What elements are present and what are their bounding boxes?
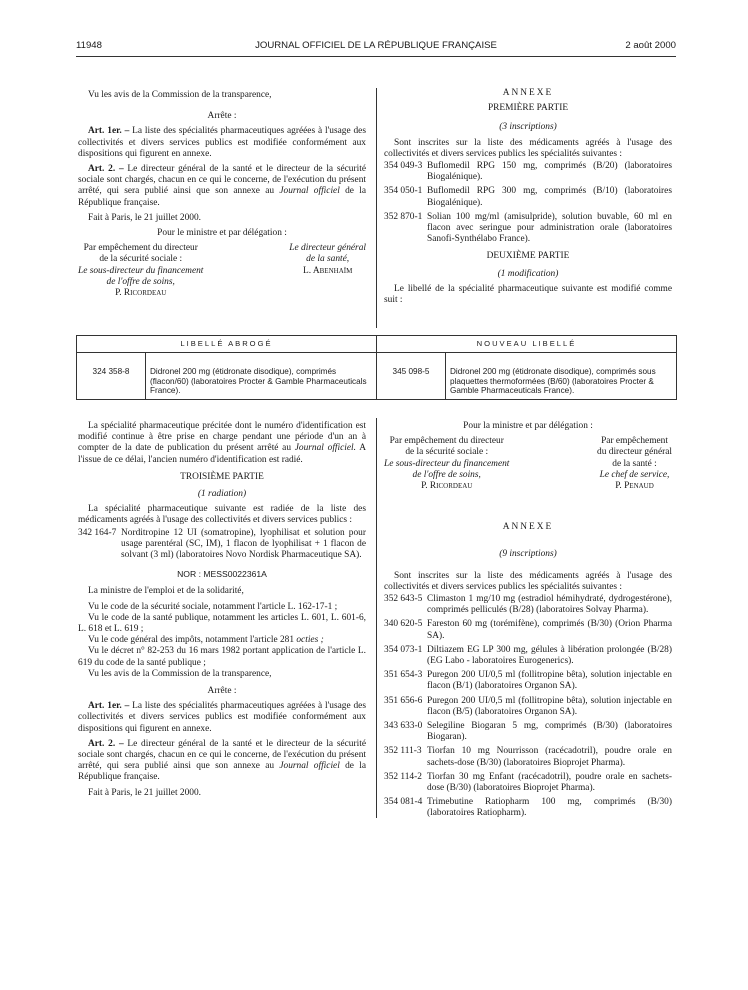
article-1-label: Art. 1er. – — [88, 126, 130, 137]
item-text: Buflomedil RPG 300 mg, comprimés (B/10) (laboratoires Biogalénique). — [427, 186, 672, 208]
part-heading-2: DEUXIÈME PARTIE — [486, 251, 570, 262]
journal-officiel-ref: Journal officiel — [279, 761, 340, 772]
column-divider-top — [376, 88, 377, 328]
item-code: 340 620-5 — [384, 619, 423, 630]
article-2 — [78, 164, 366, 209]
signature-left — [78, 243, 203, 299]
item-code: 352 114-2 — [384, 771, 422, 782]
intro-paragraph: Sont inscrites sur la liste des médicaments agréés à l'usage des collectivités et divers services publics les spécialités suivantes : — [384, 137, 672, 159]
list-item — [384, 594, 672, 616]
signature-line: Le directeur général — [289, 243, 366, 254]
item-text: Solian 100 mg/ml (amisulpride), solution buvable, 60 ml en flacon avec seringue pour administration orale (laboratoires Sanofi-Synthélabo France). — [427, 211, 672, 245]
item-code: 351 654-3 — [384, 670, 423, 681]
signature-line: de la santé : — [612, 458, 657, 469]
item-text: Climaston 1 mg/10 mg (estradiol hémihydraté, dydrogestérone), comprimés pelliculés (B/28) (laboratoires Solvay Pharma). — [427, 594, 672, 616]
list-item — [384, 645, 672, 667]
item-text: Norditropine 12 UI (somatropine), lyophilisat et solution pour usage parentéral (SC, IM), 1 flacon de lyophilisat + 1 flacon de solvant (3 ml) (laboratoires Novo Nordisk Pharmaceutique SA). — [121, 527, 366, 561]
annexe-heading: ANNEXE — [502, 88, 554, 98]
fait-a-paris: Fait à Paris, le 21 juillet 2000. — [88, 212, 202, 223]
signature-line: Par empêchement du directeur — [389, 436, 504, 447]
vu-paragraph: Vu les avis de la Commission de la transparence, — [88, 90, 272, 100]
signatory-name: P. Ricordeau — [115, 288, 167, 299]
signature-line: Par empêchement — [601, 436, 668, 447]
item-text: Puregon 200 UI/0,5 ml (follitropine bêta), solution injectable en flacon (B/5) (laboratoires Organon SA). — [427, 695, 672, 717]
list-item — [384, 772, 672, 794]
signature-line: de la santé, — [306, 254, 350, 265]
header-new-label: NOUVEAU LIBELLÉ — [377, 336, 677, 353]
right-column-bottom — [384, 421, 672, 823]
octies-text: octies ; — [296, 635, 324, 646]
item-code: 352 870-1 — [384, 211, 423, 222]
signatory-name: P. Ricordeau — [421, 481, 473, 492]
left-column-bottom — [78, 421, 366, 803]
article-2-text: Le directeur général de la santé et le directeur de la sécurité sociale sont chargés, chacun en ce qui le concerne, de l'exécution du présent arrêté, qui sera publié ainsi que son annexe au — [78, 738, 366, 772]
signature-right — [289, 243, 366, 299]
article-1-text: La liste des spécialités pharmaceutiques agréées à l'usage des collectivités et divers services publics est modifiée conformément aux dispositions qui figurent en annexe. — [78, 701, 366, 734]
page-number: 11948 — [76, 40, 102, 51]
minister-line: La ministre de l'emploi et de la solidarité, — [88, 586, 244, 597]
header-old-label: LIBELLÉ ABROGÉ — [77, 336, 377, 353]
item-code: 342 164-7 — [78, 527, 117, 538]
vu-line — [78, 635, 366, 646]
signature-line: du directeur général — [597, 447, 672, 458]
journal-officiel-ref: Journal officiel — [279, 186, 340, 197]
signature-line: de l'offre de soins, — [412, 469, 481, 480]
page-header — [76, 40, 676, 54]
article-2-label: Art. 2. – — [88, 738, 124, 749]
signature-block — [384, 436, 672, 492]
article-1 — [78, 126, 366, 160]
item-code: 352 643-5 — [384, 594, 423, 605]
article-2-text: Le directeur général de la santé et le directeur de la sécurité sociale sont chargés, chacun en ce qui le concerne, de l'exécution du présent arrêté, qui sera publié ainsi que son annexe au — [78, 164, 366, 197]
libelle-paragraph: Le libellé de la spécialité pharmaceutique suivante est modifié comme suit : — [384, 283, 672, 306]
issue-date: 2 août 2000 — [625, 40, 676, 51]
article-1 — [78, 701, 366, 735]
annexe-heading: ANNEXE — [502, 522, 554, 533]
item-text: Tiorfan 30 mg Enfant (racécadotril), poudre orale en sachets-dose (B/30) (laboratoires Bioprojet Pharma). — [427, 771, 672, 794]
right-column-top — [384, 88, 672, 310]
list-item — [384, 746, 672, 768]
item-code: 352 111-3 — [384, 746, 422, 757]
old-code-cell: 324 358-8 — [77, 353, 146, 400]
list-item — [384, 670, 672, 692]
vu-line: Vu le code de la santé publique, notamment les articles L. 601, L. 601-6, L. 618 et L. 619 ; — [78, 612, 366, 635]
fait-a-paris: Fait à Paris, le 21 juillet 2000. — [88, 787, 202, 798]
item-text: Buflomedil RPG 150 mg, comprimés (B/20) (laboratoires Biogalénique). — [427, 161, 672, 183]
intro-paragraph: Sont inscrites sur la liste des médicaments agréés à l'usage des collectivités et divers services publics les spécialités suivantes : — [384, 570, 672, 592]
signature-line: Le sous-directeur du financement — [78, 265, 204, 276]
journal-officiel-ref: Journal officiel. — [294, 443, 357, 454]
old-text-cell: Didronel 200 mg (étidronate disodique), comprimés (flacon/60) (laboratoires Procter & Gamble Pharmaceuticals France). — [146, 353, 377, 400]
modification-count: (1 modification) — [497, 268, 559, 279]
part-heading: PREMIÈRE PARTIE — [487, 103, 569, 114]
list-item — [78, 528, 366, 562]
item-code: 354 050-1 — [384, 186, 423, 197]
signature-line: Par empêchement du directeur — [83, 243, 198, 254]
arrete-heading: Arrête : — [207, 111, 237, 122]
signature-line: de l'offre de soins, — [106, 276, 175, 287]
new-code-cell: 345 098-5 — [377, 353, 446, 400]
item-code: 351 656-6 — [384, 695, 423, 706]
vu-line: Vu le code de la sécurité sociale, notamment l'article L. 162-17-1 ; — [88, 601, 338, 612]
radiation-paragraph: La spécialité pharmaceutique suivante est radiée de la liste des médicaments agréés à l'usage des collectivités et divers services publics : — [78, 504, 366, 526]
signature-right — [597, 436, 672, 492]
list-item — [384, 696, 672, 718]
article-2-text-end: de la République française. — [78, 761, 366, 783]
vu-line: Vu les avis de la Commission de la transparence, — [88, 668, 272, 679]
list-item — [384, 721, 672, 743]
new-text-cell: Didronel 200 mg (étidronate disodique), comprimés sous plaquettes thermoformées (B/60) (laboratoires Procter & Gamble Pharmaceuticals France). — [446, 353, 677, 400]
item-code: 354 049-3 — [384, 161, 423, 172]
continuation-paragraph — [78, 421, 366, 466]
item-text: Fareston 60 mg (torémifène), comprimés (B/30) (Orion Pharma SA). — [427, 619, 672, 641]
journal-title: JOURNAL OFFICIEL DE LA RÉPUBLIQUE FRANÇAISE — [255, 40, 497, 51]
inscription-list — [384, 161, 672, 245]
continuation-text: La spécialité pharmaceutique précitée dont le numéro d'identification est modifié continue à être prise en charge pendant une période d'un an à compter de la date de publication du présent arrêté au — [78, 421, 366, 454]
arrete-heading: Arrête : — [207, 686, 237, 697]
signature-left — [384, 436, 509, 492]
article-2-text-end: de la République française. — [78, 186, 366, 208]
item-text: Selegiline Biogaran 5 mg, comprimés (B/30) (laboratoires Biogaran). — [427, 721, 672, 743]
delegation-line: Pour la ministre et par délégation : — [463, 421, 593, 431]
vu-line: Vu le décret n° 82-253 du 16 mars 1982 portant application de l'article L. 619 du code de la santé publique ; — [78, 646, 366, 668]
modification-table — [76, 335, 677, 400]
vu-text: Vu le code général des impôts, notamment l'article 281 — [88, 635, 297, 646]
list-item — [384, 619, 672, 641]
item-text: Trimebutine Ratiopharm 100 mg, comprimés (B/30) (laboratoires Ratiopharm). — [427, 797, 672, 819]
list-item — [384, 212, 672, 246]
item-code: 343 633-0 — [384, 721, 423, 732]
signature-block — [78, 243, 366, 299]
list-item — [384, 797, 672, 819]
list-item — [384, 186, 672, 208]
continuation-text-end: A l'issue de ce délai, l'ancien numéro d'identification est radié. — [78, 443, 366, 465]
item-text: Diltiazem EG LP 300 mg, gélules à libération prolongée (B/28) (EG Labo - laboratoires Eurogenerics). — [427, 644, 672, 667]
article-2-label: Art. 2. – — [88, 164, 124, 175]
signatory-name: P. Penaud — [615, 481, 654, 492]
item-code: 354 081-4 — [384, 797, 423, 808]
signature-line: de la sécurité sociale : — [405, 447, 489, 458]
item-text: Tiorfan 10 mg Nourrisson (racécadotril), poudre orale en sachets-dose (B/30) (laboratoires Bioprojet Pharma). — [427, 746, 672, 768]
signature-line: Le chef de service, — [599, 469, 670, 480]
signatory-name: L. Abenhaïm — [302, 265, 353, 276]
nor-reference: NOR : MESS0022361A — [177, 569, 267, 580]
item-text: Puregon 200 UI/0,5 ml (follitropine bêta), solution injectable en flacon (B/1) (laboratoires Organon SA). — [427, 670, 672, 692]
left-column-top — [78, 90, 366, 299]
column-divider-bottom — [376, 418, 377, 818]
list-item — [384, 161, 672, 183]
table-header-row — [77, 336, 677, 353]
inscription-list — [384, 594, 672, 820]
delegation-line: Pour le ministre et par délégation : — [157, 228, 287, 239]
article-1-label: Art. 1er. – — [88, 701, 130, 712]
article-2 — [78, 739, 366, 784]
article-1-text: La liste des spécialités pharmaceutiques agréées à l'usage des collectivités et divers services publics est modifiée conformément aux dispositions qui figurent en annexe. — [78, 126, 366, 159]
inscriptions-count: (9 inscriptions) — [499, 549, 557, 560]
part-heading-3: TROISIÈME PARTIE — [180, 471, 264, 482]
inscriptions-count: (3 inscriptions) — [499, 122, 557, 133]
item-code: 354 073-1 — [384, 644, 423, 655]
signature-line: Le sous-directeur du financement — [384, 458, 510, 469]
header-rule — [76, 56, 676, 57]
table-row — [77, 353, 677, 400]
radiation-count: (1 radiation) — [197, 489, 247, 500]
signature-line: de la sécurité sociale : — [99, 254, 183, 265]
